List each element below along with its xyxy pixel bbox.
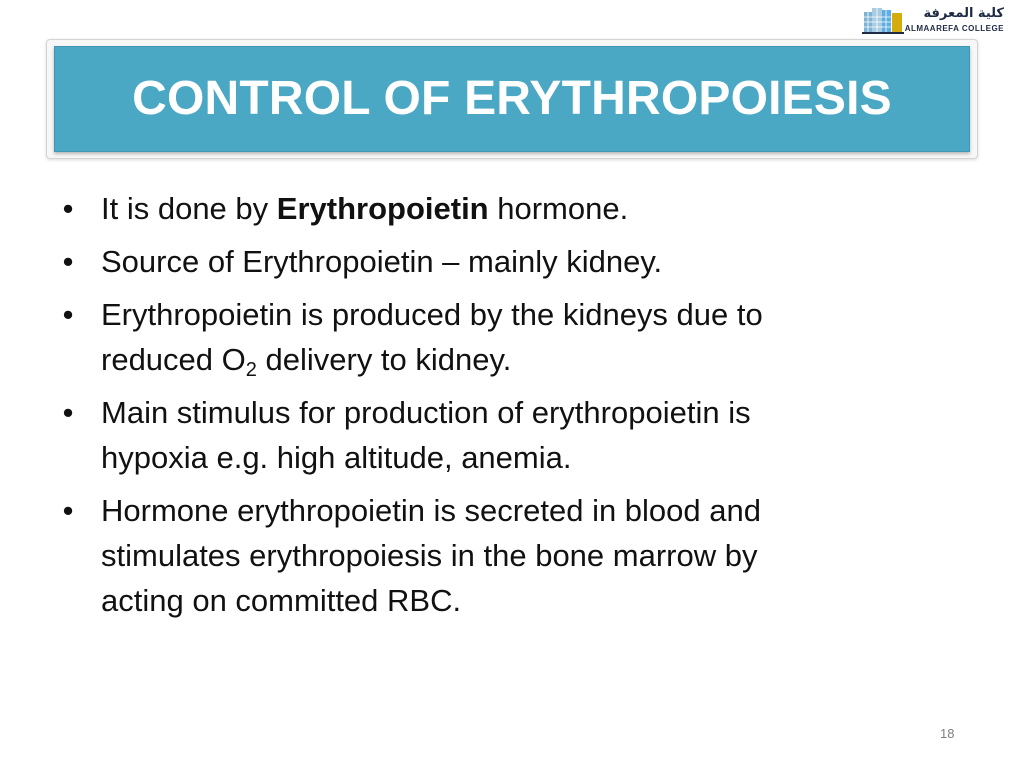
bullet-line: stimulates erythropoiesis in the bone marrow by [101,538,758,573]
bullet-line [101,337,958,382]
bullet-line [101,186,958,231]
bullet-text: It is done by [101,191,277,226]
bullet-dot: • [62,493,74,528]
bullet-text: delivery to kidney. [256,342,512,377]
slide-body [58,186,958,631]
college-building-logo-icon [862,4,910,36]
bullet-dot: • [62,395,74,430]
subscript-text: 2 [245,359,257,381]
title-band [54,46,970,152]
bullet-dot: • [62,244,74,279]
logo-arabic-text: كلية المعرفة [923,6,1004,21]
bullet-dot: • [62,191,74,226]
bullet-item [58,292,958,382]
bullet-list [58,186,958,623]
title-frame [46,39,978,159]
bullet-item [58,186,958,231]
bullet-item [58,239,958,284]
bullet-text: hormone. [488,191,629,226]
bullet-line: Main stimulus for production of erythropoietin is [101,395,751,430]
bullet-line: acting on committed RBC. [101,583,462,618]
page-number: 18 [940,726,955,741]
bullet-bold-text: Erythropoietin [276,191,489,226]
bullet-dot: • [62,297,74,332]
logo-latin-text: ALMAAREFA COLLEGE [904,24,1004,33]
college-logo [862,4,1004,36]
bullet-line: Hormone erythropoietin is secreted in blood and [101,493,761,528]
bullet-item [58,390,958,480]
bullet-text: reduced O [101,342,246,377]
bullet-line: Source of Erythropoietin – mainly kidney. [101,244,663,279]
slide-title: CONTROL OF ERYTHROPOIESIS [132,72,892,125]
bullet-line: Erythropoietin is produced by the kidneys due to [101,297,763,332]
bullet-line: hypoxia e.g. high altitude, anemia. [101,440,572,475]
bullet-item [58,488,958,623]
